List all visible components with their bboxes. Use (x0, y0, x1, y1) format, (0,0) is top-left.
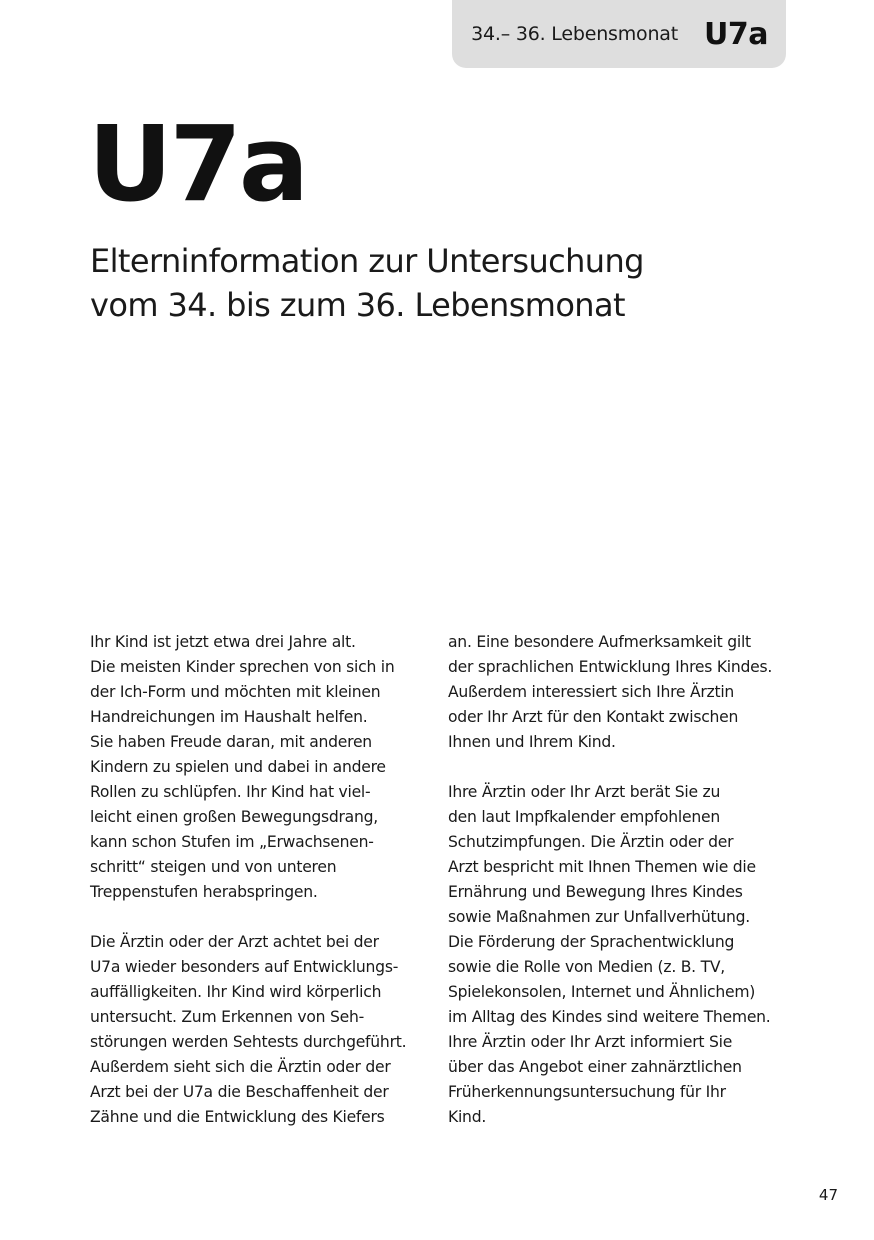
body-text-line: U7a wieder besonders auf Entwicklungs- (90, 958, 399, 976)
body-text-line: Treppenstufen herabspringen. (90, 883, 318, 901)
body-text-line: störungen werden Sehtests durchgeführt. (90, 1033, 407, 1051)
right-text-column (448, 630, 798, 1130)
body-text-line: Die Ärztin oder der Arzt achtet bei der (90, 933, 379, 951)
body-text-line: Ihr Kind ist jetzt etwa drei Jahre alt. (90, 633, 356, 651)
body-text-line: der Ich-Form und möchten mit kleinen (90, 683, 381, 701)
body-text-line: Ihnen und Ihrem Kind. (448, 733, 616, 751)
body-text-line: Handreichungen im Haushalt helfen. (90, 708, 368, 726)
body-text-line: Ihre Ärztin oder Ihr Arzt informiert Sie (448, 1033, 733, 1051)
body-text-line: untersucht. Zum Erkennen von Seh- (90, 1008, 364, 1026)
body-text-line: an. Eine besondere Aufmerksamkeit gilt (448, 633, 751, 651)
body-text-line: Die Förderung der Sprachentwicklung (448, 933, 735, 951)
body-text-line: über das Angebot einer zahnärztlichen (448, 1058, 742, 1076)
page-subtitle (90, 239, 810, 327)
body-text-line: sowie Maßnahmen zur Unfallverhütung. (448, 908, 750, 926)
body-text-line: Kind. (448, 1108, 487, 1126)
body-text-line: den laut Impfkalender empfohlenen (448, 808, 720, 826)
body-text-line: Sie haben Freude daran, mit anderen (90, 733, 372, 751)
body-text-line: Kindern zu spielen und dabei in andere (90, 758, 386, 776)
body-text-line: im Alltag des Kindes sind weitere Themen. (448, 1008, 771, 1026)
body-text-line: Rollen zu schlüpfen. Ihr Kind hat viel- (90, 783, 371, 801)
body-paragraph (448, 780, 798, 1130)
body-text-line: Arzt bei der U7a die Beschaffenheit der (90, 1083, 389, 1101)
body-text-line: Schutzimpfungen. Die Ärztin oder der (448, 833, 734, 851)
left-text-column (90, 630, 440, 1130)
body-text-line: auffälligkeiten. Ihr Kind wird körperlich (90, 983, 382, 1001)
header-tab (452, 0, 786, 68)
header-tab-months: 34.– 36. Lebensmonat (471, 23, 679, 45)
body-text-line: Arzt bespricht mit Ihnen Themen wie die (448, 858, 756, 876)
body-text-line: kann schon Stufen im „Erwachsenen- (90, 833, 374, 851)
body-text-line: Die meisten Kinder sprechen von sich in (90, 658, 395, 676)
subtitle-line: vom 34. bis zum 36. Lebensmonat (90, 286, 625, 324)
body-text-line: sowie die Rolle von Medien (z. B. TV, (448, 958, 725, 976)
header-tab-code: U7a (704, 16, 768, 52)
page-number: 47 (818, 1186, 838, 1204)
body-paragraph (90, 930, 440, 1130)
body-text-line: oder Ihr Arzt für den Kontakt zwischen (448, 708, 739, 726)
body-paragraph (448, 630, 798, 755)
body-text-line: der sprachlichen Entwicklung Ihres Kindes. (448, 658, 773, 676)
body-text-line: schritt“ steigen und von unteren (90, 858, 337, 876)
body-text-line: Früherkennungsuntersuchung für Ihr (448, 1083, 726, 1101)
body-text-line: Spielekonsolen, Internet und Ähnlichem) (448, 983, 756, 1001)
body-text-line: leicht einen großen Bewegungsdrang, (90, 808, 378, 826)
body-text-line: Außerdem sieht sich die Ärztin oder der (90, 1058, 391, 1076)
body-text-line: Ihre Ärztin oder Ihr Arzt berät Sie zu (448, 783, 721, 801)
body-text-line: Zähne und die Entwicklung des Kiefers (90, 1108, 385, 1126)
page-title: U7a (88, 103, 306, 225)
body-text-line: Außerdem interessiert sich Ihre Ärztin (448, 683, 735, 701)
body-text-line: Ernährung und Bewegung Ihres Kindes (448, 883, 743, 901)
subtitle-line: Elterninformation zur Untersuchung (90, 242, 644, 280)
body-paragraph (90, 630, 440, 905)
